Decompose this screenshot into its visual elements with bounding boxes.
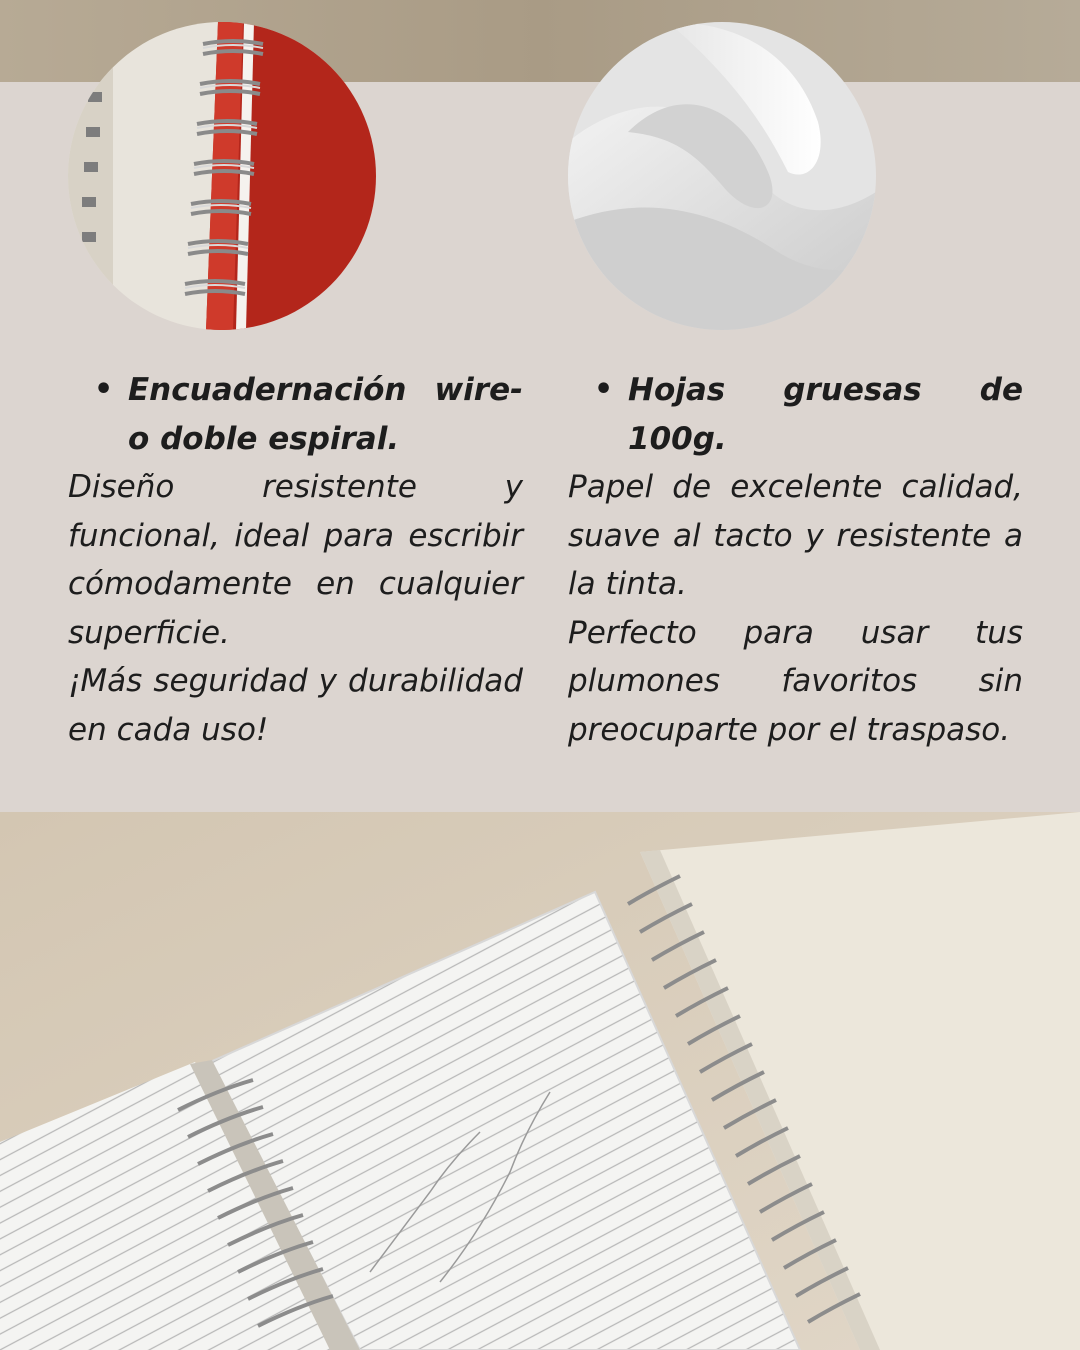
spiral-binding-illustration [68,22,376,330]
feature-binding [68,366,523,754]
open-notebook-illustration [0,812,1080,1350]
description-paragraph: Diseño resistente y funcional, ideal para escribir cómodamente en cualquier superficie. [68,469,523,651]
bullet-icon: • [594,372,614,407]
spiral-binding-photo [68,22,376,330]
feature-description [68,463,523,754]
curled-paper-illustration [568,22,876,330]
feature-title-text: Hojas gruesas de 100g. [628,372,1023,457]
description-paragraph: ¡Más seguridad y durabilidad en cada uso! [68,663,523,748]
feature-title [568,366,1023,463]
notebook-photo [0,812,1080,1350]
feature-description [568,463,1023,754]
description-paragraph: Perfecto para usar tus plumones favoritos sin preocuparte por el traspaso. [568,614,1023,748]
feature-paper [568,366,1023,754]
description-paragraph: Papel de excelente calidad, suave al tacto y resistente a la tinta. [568,469,1023,602]
thick-paper-photo [568,22,876,330]
feature-title-text: Encuadernación wire-o doble espiral. [128,372,523,457]
feature-list [568,366,1023,463]
feature-title [68,366,523,463]
feature-list [68,366,523,463]
bullet-icon: • [94,372,114,407]
